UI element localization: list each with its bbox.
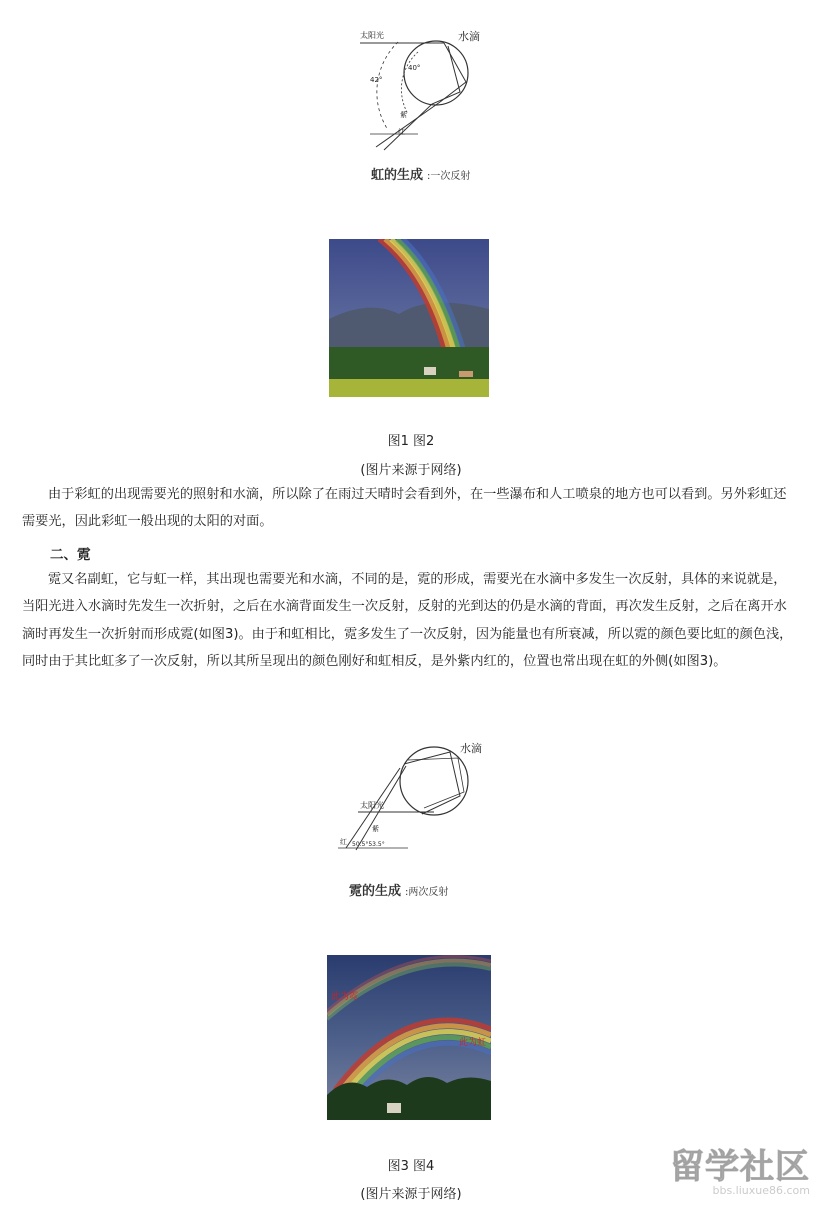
figure3-caption-note: :两次反射 bbox=[405, 887, 449, 898]
figure3-caption bbox=[349, 880, 448, 899]
watermark-text: 留学社区 bbox=[670, 1147, 810, 1187]
image-source-note-1: (图片来源于网络) bbox=[360, 463, 462, 478]
water-drop-label: 水滴 bbox=[458, 30, 480, 43]
figure1-caption-note: :一次反射 bbox=[427, 171, 471, 182]
purple-label-2: 紫 bbox=[372, 825, 379, 833]
rainbow-formation-diagram bbox=[340, 22, 500, 182]
red-label-2: 红 bbox=[340, 838, 347, 846]
secondary-rainbow-label: 此为霓 bbox=[331, 992, 359, 1002]
sun-label: 太阳光 bbox=[360, 801, 384, 810]
angle-range-label: 50.5°53.5° bbox=[352, 841, 385, 848]
double-rainbow-photo bbox=[327, 955, 491, 1120]
secondary-rainbow-paragraph: 霓又名副虹，它与虹一样，其出现也需要光和水滴，不同的是，霓的形成，需要光在水滴中多发生一次反射，具体的来说就是，当阳光进入水滴时先发生一次折射，之后在水滴背面发生一次反射，反射的光到达的仍是水滴的背面，再次发生反射，之后在离开水滴时再发生一次折射而形成霓(如图3)。由于和虹相比，霓多发生了一次反射，因为能量也有所衰减，所以霓的颜色要比虹的颜色浅，同时由于其比虹多了一次反射，所以其所呈现出的颜色刚好和虹相反，是外紫内红的，位置也常出现在虹的外侧(如图3)。 bbox=[22, 572, 793, 669]
red-label: 红 bbox=[398, 128, 405, 136]
figure3-caption-title: 霓的生成 bbox=[349, 884, 402, 899]
drop-label: 水滴 bbox=[460, 742, 482, 755]
rainbow-paragraph: 由于彩虹的出现需要光的照射和水滴，所以除了在雨过天晴时会看到外，在一些瀑布和人工喷泉的地方也可以看到。另外彩虹还需要光，因此彩虹一般出现的太阳的对面。 bbox=[22, 487, 787, 530]
sunlight-label: 太阳光 bbox=[360, 31, 384, 40]
section-heading: 二、霓 bbox=[50, 547, 91, 563]
site-watermark bbox=[670, 1139, 810, 1197]
purple-label: 紫 bbox=[400, 111, 407, 119]
secondary-rainbow-diagram bbox=[338, 738, 498, 874]
rainbow-photo bbox=[329, 239, 489, 397]
figure34-caption: 图3 图4 bbox=[387, 1159, 435, 1174]
primary-rainbow-label: 此为虹 bbox=[459, 1038, 487, 1048]
angle-42-label: 42° bbox=[370, 76, 383, 84]
image-source-note-2: (图片来源于网络) bbox=[360, 1187, 462, 1202]
watermark-url: bbs.liuxue86.com bbox=[712, 1184, 810, 1197]
figure1-caption-title: 虹的生成 bbox=[371, 168, 424, 183]
figure12-caption: 图1 图2 bbox=[387, 434, 435, 449]
angle-40-label: 40° bbox=[408, 64, 421, 72]
figure1-caption bbox=[371, 164, 470, 183]
